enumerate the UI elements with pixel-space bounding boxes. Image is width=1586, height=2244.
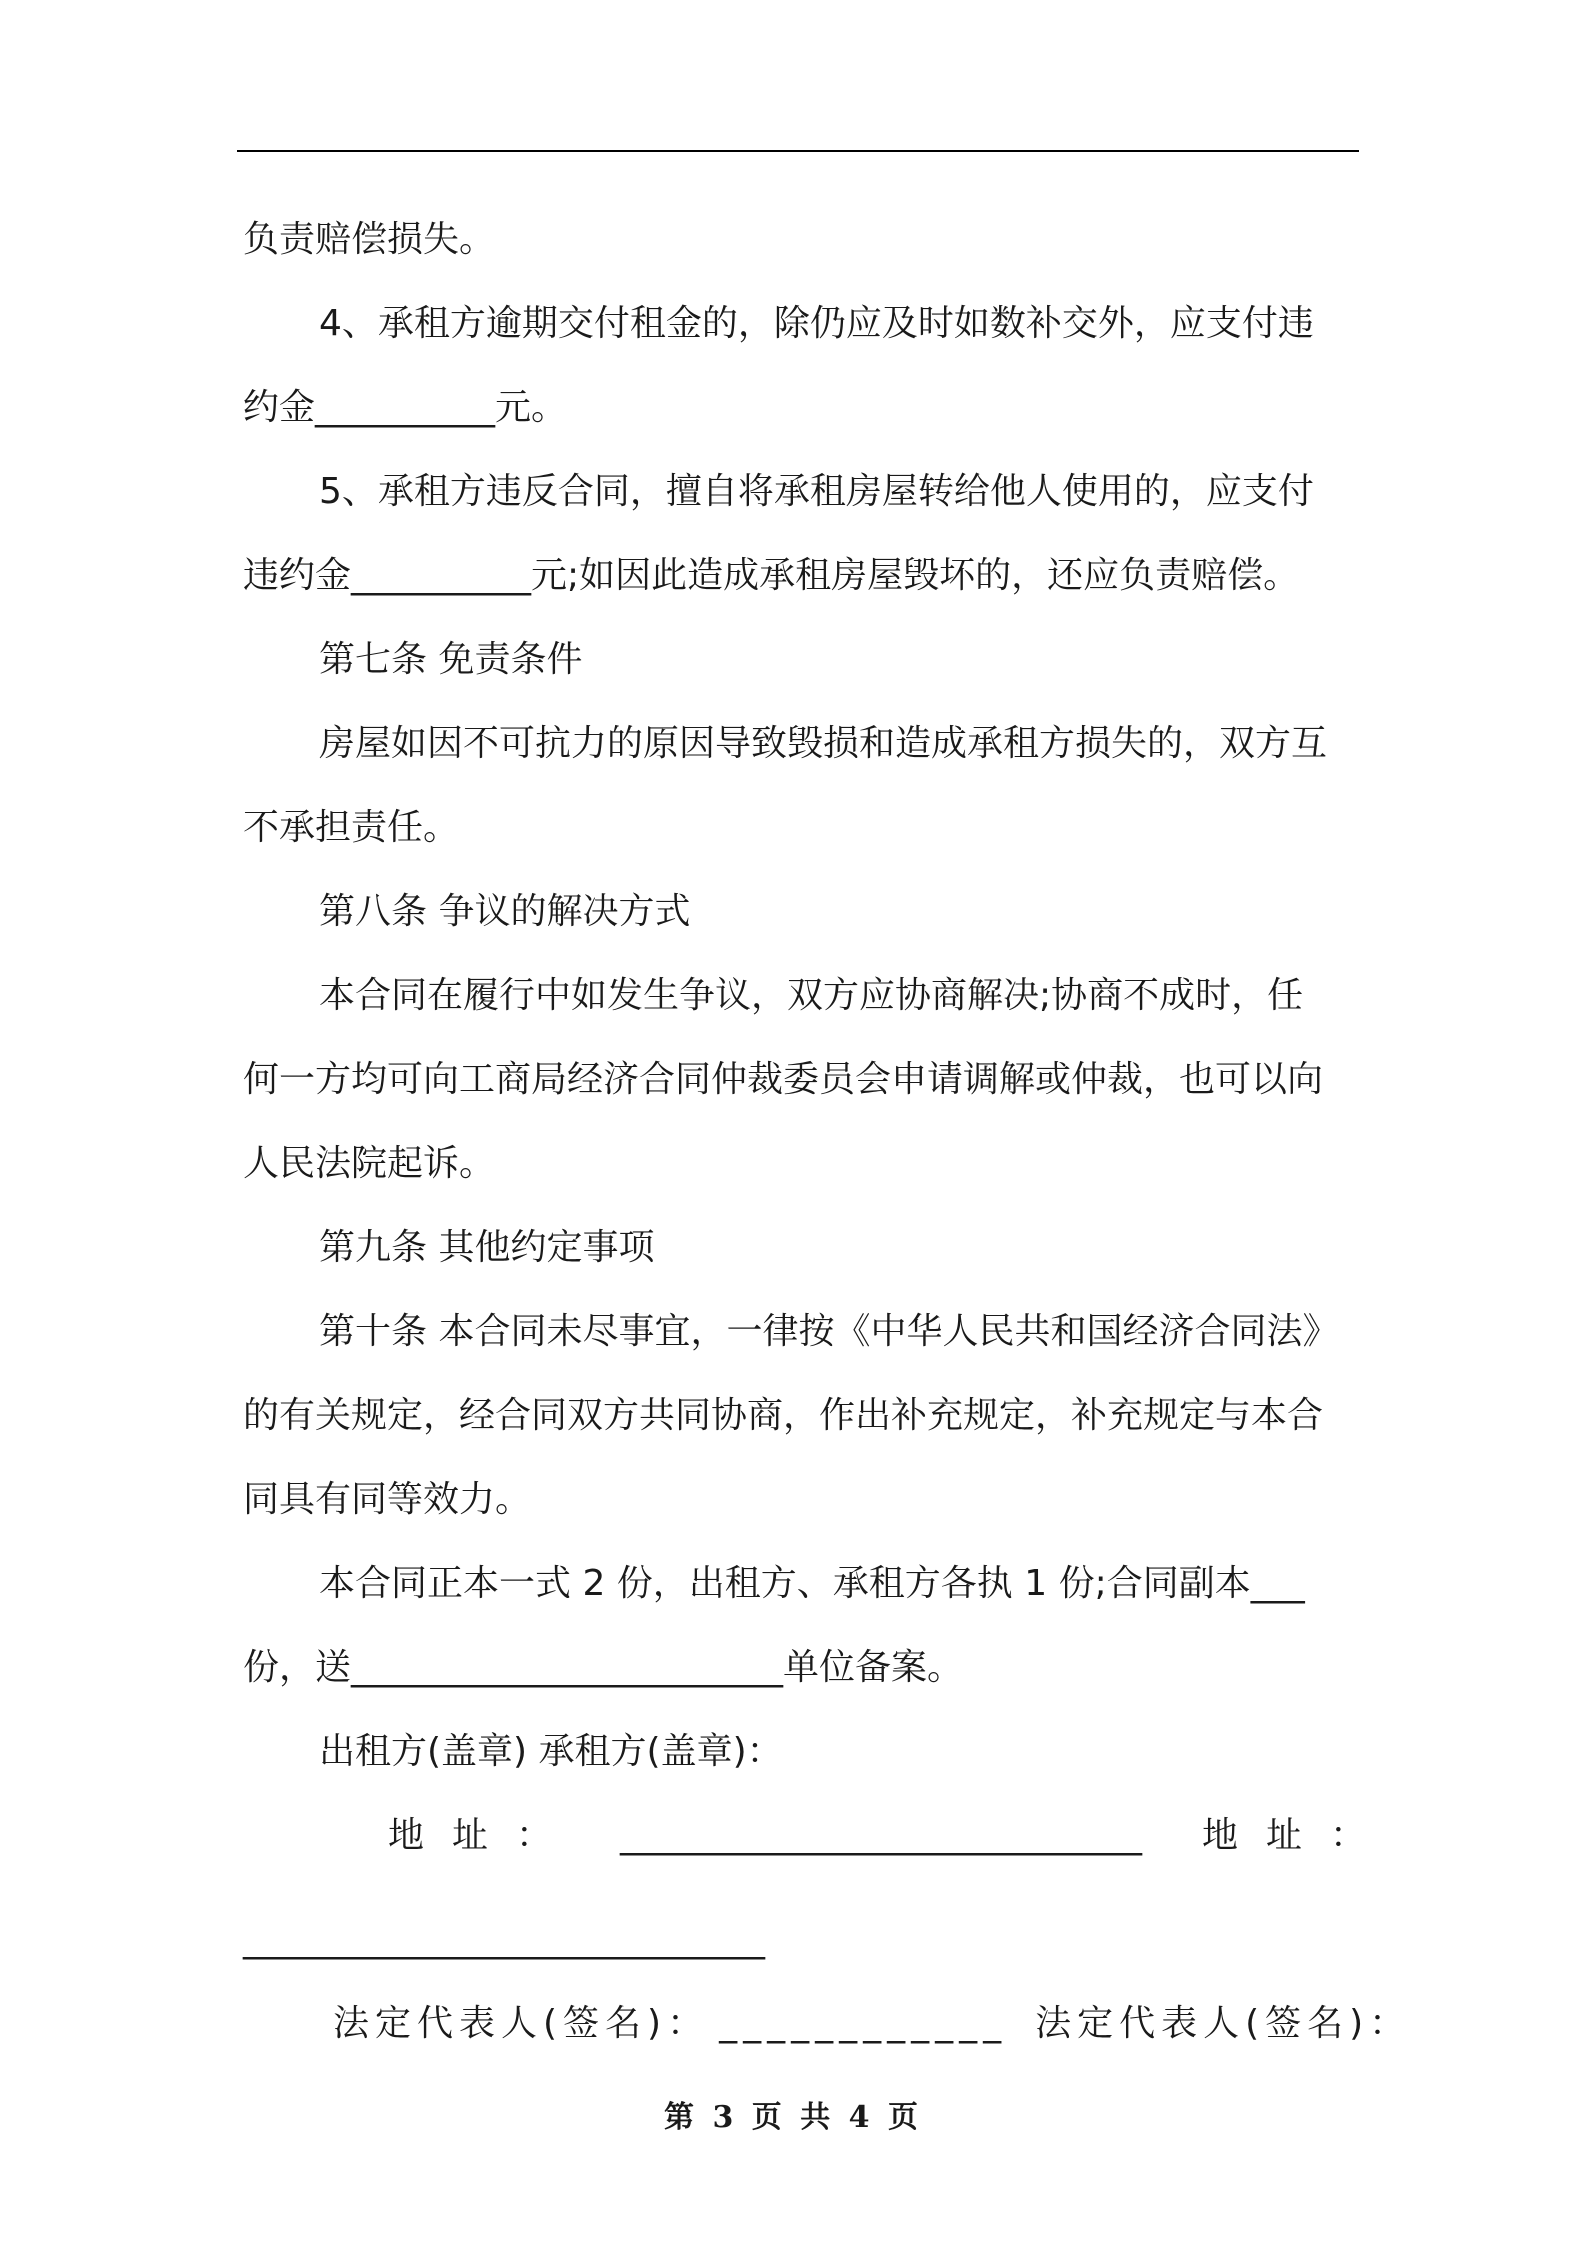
text-line: 约金__________元。 [243, 387, 568, 428]
lessee-representative-label: 法定代表人(签名)： [1035, 2003, 1412, 2044]
lessee-address-blank: _____________________________ [243, 1919, 765, 1960]
text-line: 本合同在履行中如发生争议，双方应协商解决;协商不成时，任 [319, 975, 1304, 1016]
page-number: 第 3 页 共 4 页 [664, 2100, 922, 2135]
text-line: 不承担责任。 [243, 807, 460, 848]
text-line: 4、承租方逾期交付租金的，除仍应及时如数补交外，应支付违 [319, 303, 1314, 344]
contract-body [243, 198, 1412, 2066]
text-line: 5、承租方违反合同，擅自将承租房屋转给他人使用的，应支付 [319, 471, 1314, 512]
text-line: 同具有同等效力。 [243, 1479, 532, 1520]
text-line: 违约金__________元;如因此造成承租房屋毁坏的，还应负责赔偿。 [243, 555, 1300, 596]
lessor-address-label: 地址： [388, 1815, 581, 1856]
lessee-address-label: 地址： [1202, 1815, 1395, 1856]
address-row [243, 1794, 1395, 1878]
text-line: 何一方均可向工商局经济合同仲裁委员会申请调解或仲裁，也可以向 [243, 1059, 1324, 1100]
party-seal-line: 出租方(盖章) 承租方(盖章)： [319, 1731, 783, 1772]
text-line: 份，送________________________单位备案。 [243, 1647, 964, 1688]
text-line: 房屋如因不可抗力的原因导致毁损和造成承租方损失的，双方互 [319, 723, 1328, 764]
header-rule [237, 150, 1359, 152]
lessor-signature-blank: ____________ [719, 2003, 1008, 2044]
text-line: 本合同正本一式 2 份，出租方、承租方各执 1 份;合同副本___ [319, 1563, 1305, 1604]
lessor-representative-label: 法定代表人(签名)： [333, 2003, 710, 2044]
signature-row [243, 1982, 1412, 2066]
text-line: 的有关规定，经合同双方共同协商，作出补充规定，补充规定与本合 [243, 1395, 1324, 1436]
article-heading: 第八条 争议的解决方式 [319, 891, 691, 932]
text-line: 人民法院起诉。 [243, 1143, 496, 1184]
lessor-address-blank: _____________________________ [620, 1815, 1143, 1856]
article-heading: 第七条 免责条件 [319, 639, 583, 680]
article-heading: 第九条 其他约定事项 [319, 1227, 655, 1268]
text-line: 负责赔偿损失。 [243, 219, 496, 260]
text-line: 第十条 本合同未尽事宜，一律按《中华人民共和国经济合同法》 [319, 1311, 1339, 1352]
